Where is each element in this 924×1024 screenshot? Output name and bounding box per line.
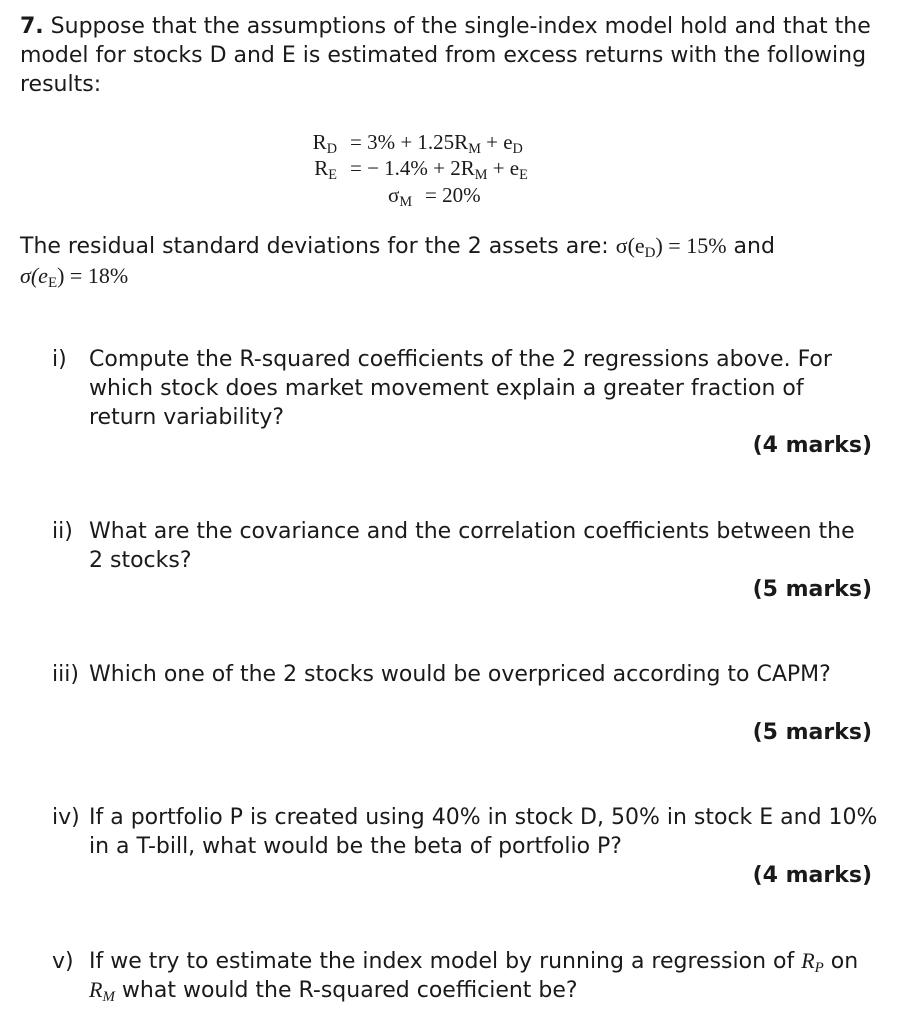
residual-text: The residual standard deviations for the 2 assets are: — [20, 234, 616, 259]
part-iii-line1: Which one of the 2 stocks would be overpriced according to CAPM? — [89, 662, 831, 687]
equation-sigma-m — [0, 183, 924, 209]
equation-sigma-m-lhs: σM — [387, 183, 412, 210]
residual-math-d: σ(eD) = 15% — [615, 233, 727, 262]
question-intro-line1 — [20, 12, 871, 41]
part-ii-marks: (5 marks) — [752, 577, 872, 602]
part-iv-marks: (4 marks) — [752, 863, 872, 888]
part-iii-label: iii) — [52, 662, 79, 687]
part-ii-line2: 2 stocks? — [89, 548, 192, 573]
part-i-line1: Compute the R-squared coefficients of the 2 regressions above. For — [89, 347, 832, 372]
question-intro-line3: results: — [20, 72, 102, 97]
part-i-line3: return variability? — [89, 405, 285, 430]
part-iii-marks: (5 marks) — [752, 720, 872, 745]
part-iv-line2: in a T-bill, what would be the beta of portfolio P? — [89, 834, 622, 859]
part-v-line1: If we try to estimate the index model by running a regression of RP on — [89, 948, 859, 977]
part-v-label: v) — [52, 949, 74, 974]
equation-rd-lhs: RD — [312, 130, 337, 157]
part-i-label: i) — [52, 347, 67, 372]
part-ii-line1: What are the covariance and the correlation coefficients between the — [89, 519, 855, 544]
residual-line1 — [20, 232, 775, 262]
part-iv-label: iv) — [52, 805, 80, 830]
part-v-rp: RP — [801, 948, 824, 977]
question-intro-text1: Suppose that the assumptions of the single-index model hold and that the — [43, 14, 871, 39]
residual-and: and — [726, 234, 775, 259]
part-v-line2: RM what would the R-squared coefficient be? — [89, 977, 578, 1006]
question-number: 7. — [20, 14, 44, 39]
part-v-rm: RM — [89, 977, 115, 1006]
part-ii-label: ii) — [52, 519, 73, 544]
equation-re-rhs: = − 1.4% + 2RM + eE — [350, 156, 528, 183]
part-i-marks: (4 marks) — [752, 433, 872, 458]
residual-line2: σ(eE) = 18% — [20, 263, 129, 292]
part-iv-line1: If a portfolio P is created using 40% in stock D, 50% in stock E and 10% — [89, 805, 878, 830]
part-i-line2: which stock does market movement explain a greater fraction of — [89, 376, 804, 401]
equation-rd — [0, 130, 924, 156]
question-intro-line2: model for stocks D and E is estimated from excess returns with the following — [20, 43, 867, 68]
equation-sigma-m-rhs: = 20% — [425, 183, 481, 207]
equation-re-lhs: RE — [314, 156, 337, 183]
equation-re — [0, 156, 924, 182]
equation-rd-rhs: = 3% + 1.25RM + eD — [350, 130, 523, 157]
